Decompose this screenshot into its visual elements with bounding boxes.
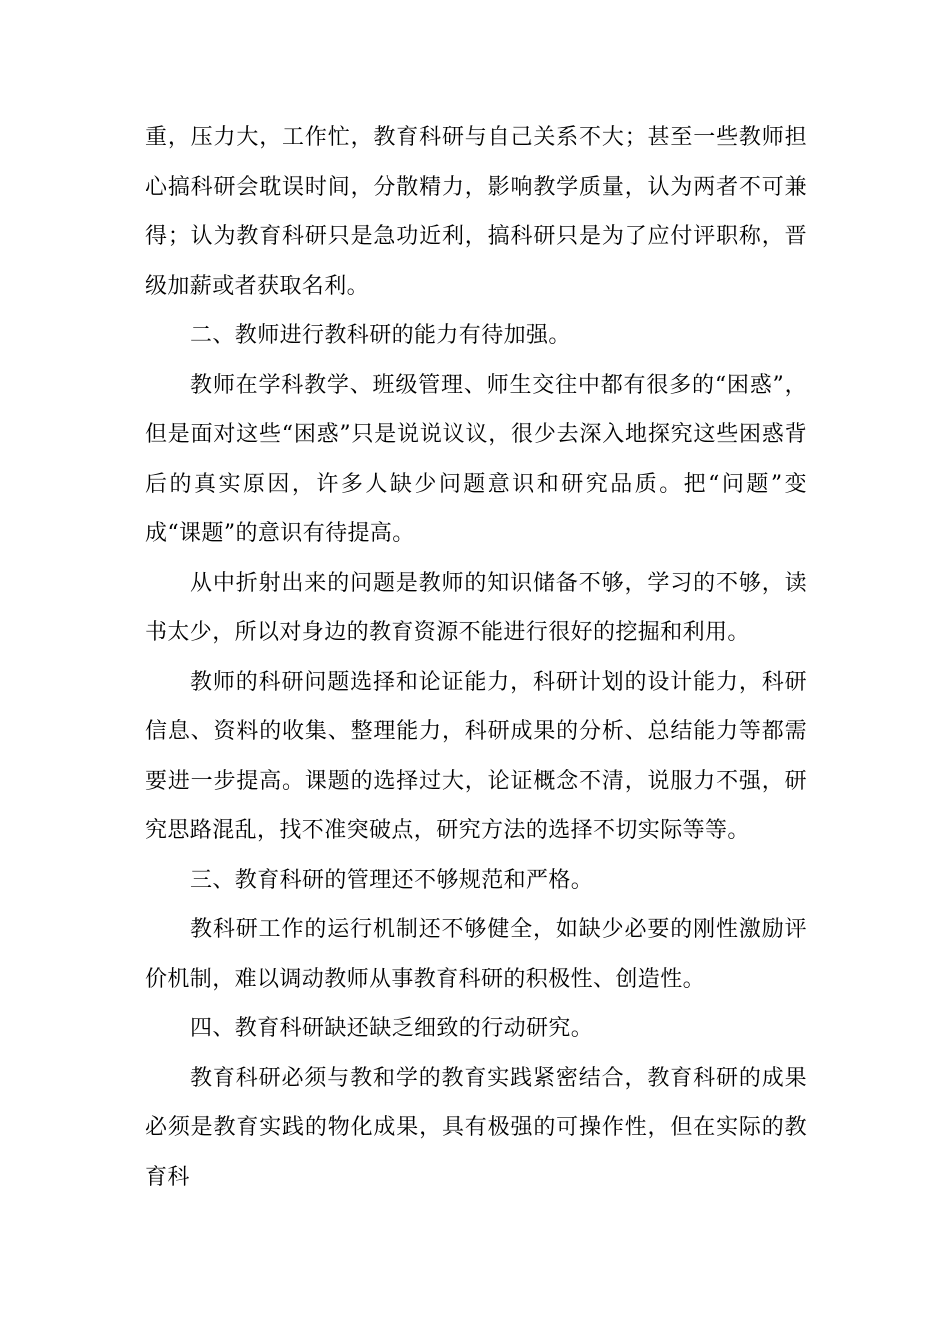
paragraph-continuation: 重，压力大，工作忙，教育科研与自己关系不大；甚至一些教师担心搞科研会耽误时间，分散精力，影响教学质量，认为两者不可兼得；认为教育科研只是急功近利，搞科研只是为了应付评职称，晋级加薪或者获取名利。 (145, 125, 807, 299)
section-heading-4: 四、教育科研缺还缺乏细致的行动研究。 (190, 1016, 594, 1041)
paragraph: 教师在学科教学、班级管理、师生交往中都有很多的“困惑”，但是面对这些“困惑”只是说说议议，很少去深入地探究这些困惑背后的真实原因，许多人缺少问题意识和研究品质。把“问题”变成“课题”的意识有待提高。 (145, 372, 807, 546)
section-heading-2: 二、教师进行教科研的能力有待加强。 (190, 323, 571, 348)
section-heading-3: 三、教育科研的管理还不够规范和严格。 (190, 867, 594, 893)
paragraph: 从中折射出来的问题是教师的知识储备不够，学习的不够，读书太少，所以对身边的教育资源不能进行很好的挖掘和利用。 (145, 570, 807, 645)
paragraph: 教科研工作的运行机制还不够健全，如缺少必要的刚性激励评价机制，难以调动教师从事教育科研的积极性、创造性。 (145, 917, 807, 992)
document-body (145, 113, 807, 1202)
paragraph: 教师的科研问题选择和论证能力，科研计划的设计能力，科研信息、资料的收集、整理能力，科研成果的分析、总结能力等都需要进一步提高。课题的选择过大，论证概念不清，说服力不强，研究思路混乱，找不准突破点，研究方法的选择不切实际等等。 (145, 669, 807, 843)
paragraph: 教育科研必须与教和学的教育实践紧密结合，教育科研的成果必须是教育实践的物化成果，具有极强的可操作性，但在实际的教育科 (145, 1065, 807, 1190)
